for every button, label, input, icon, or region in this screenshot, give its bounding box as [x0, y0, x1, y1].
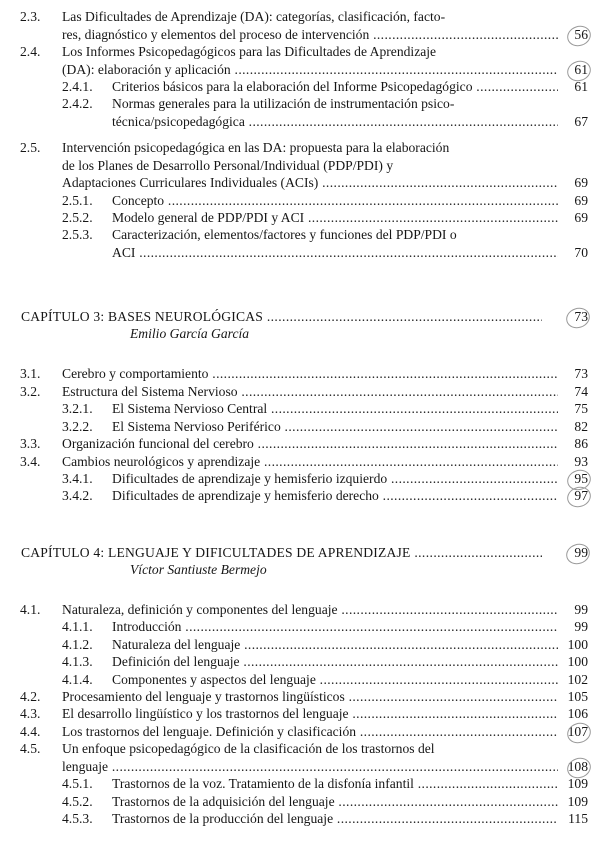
- entry-title: Dificultades de aprendizaje y hemisferio izquierdo .....: [112, 471, 558, 487]
- entry-number: 3.3.: [20, 436, 41, 451]
- entry-page-number: 86: [574, 436, 588, 451]
- entry-number: 3.4.1.: [62, 471, 93, 486]
- entry-title: Naturaleza, definición y componentes del lenguaje .....: [62, 602, 558, 618]
- entry-page-number: 105: [567, 689, 588, 704]
- entry-page-number: 69: [574, 175, 588, 190]
- entry-number: 4.2.: [20, 689, 41, 704]
- entry-title: res, diagnóstico y elementos del proceso de intervención .....: [62, 27, 558, 43]
- entry-title: Procesamiento del lenguaje y trastornos lingüísticos .....: [62, 689, 558, 705]
- entry-title: Normas generales para la utilización de instrumentación psico-: [112, 96, 455, 111]
- entry-title: Definición del lenguaje .....: [112, 654, 558, 670]
- entry-title: Los trastornos del lenguaje. Definición y clasificación .....: [62, 724, 558, 740]
- entry-title: Las Dificultades de Aprendizaje (DA): categorías, clasificación, facto-: [62, 9, 446, 24]
- entry-page-number: 75: [574, 401, 588, 416]
- entry-page-number: 95: [574, 471, 588, 486]
- entry-number: 2.4.: [20, 44, 41, 59]
- entry-title: de los Planes de Desarrollo Personal/Individual (PDP/PDI) y: [62, 157, 394, 173]
- entry-title: Componentes y aspectos del lenguaje .....: [112, 672, 558, 688]
- entry-number: 4.1.: [20, 602, 41, 617]
- entry-title: Dificultades de aprendizaje y hemisferio derecho .....: [112, 488, 558, 504]
- entry-page-number: 69: [574, 193, 588, 208]
- entry-page-number: 56: [574, 26, 588, 42]
- entry-page-number: 61: [574, 61, 588, 77]
- entry-page-number: 82: [574, 419, 588, 434]
- chapter-page-number: 73: [574, 309, 588, 324]
- entry-title: (DA): elaboración y aplicación .....: [62, 62, 558, 78]
- entry-title: El Sistema Nervioso Central .....: [112, 401, 558, 417]
- entry-number: 4.1.2.: [62, 637, 93, 652]
- entry-number: 4.1.1.: [62, 619, 93, 634]
- entry-page-number: 70: [574, 244, 588, 260]
- entry-number: 3.2.2.: [62, 419, 93, 434]
- entry-title: Adaptaciones Curriculares Individuales (ACIs) .....: [62, 175, 558, 191]
- entry-title: Un enfoque psicopedagógico de la clasificación de los trastornos del: [62, 741, 435, 756]
- entry-title: Estructura del Sistema Nervioso .....: [62, 384, 558, 400]
- entry-number: 4.5.: [20, 741, 41, 756]
- entry-page-number: 108: [567, 758, 588, 774]
- entry-title: Los Informes Psicopedagógicos para las Dificultades de Aprendizaje: [62, 44, 437, 59]
- entry-title: técnica/psicopedagógica .....: [112, 114, 558, 130]
- entry-number: 2.5.2.: [62, 210, 93, 225]
- entry-number: 4.1.3.: [62, 654, 93, 669]
- entry-number: 2.3.: [20, 9, 41, 24]
- entry-page-number: 100: [567, 637, 588, 652]
- entry-number: 4.3.: [20, 706, 41, 721]
- entry-number: 4.5.1.: [62, 776, 93, 791]
- entry-page-number: 93: [574, 454, 588, 469]
- entry-number: 3.4.: [20, 454, 41, 469]
- entry-page-number: 102: [567, 672, 588, 687]
- chapter-title: CAPÍTULO 4: LENGUAJE Y DIFICULTADES DE APRENDIZAJE .....: [21, 545, 542, 561]
- entry-page-number: 74: [574, 384, 588, 399]
- entry-title: El desarrollo lingüístico y los trastornos del lenguaje .....: [62, 706, 558, 722]
- entry-page-number: 109: [567, 776, 588, 791]
- entry-number: 4.5.2.: [62, 794, 93, 809]
- entry-page-number: 107: [567, 724, 588, 739]
- entry-title: Naturaleza del lenguaje .....: [112, 637, 558, 653]
- entry-page-number: 69: [574, 210, 588, 225]
- entry-title: Organización funcional del cerebro .....: [62, 436, 558, 452]
- entry-page-number: 115: [568, 811, 588, 826]
- entry-number: 2.5.3.: [62, 227, 93, 242]
- entry-page-number: 73: [574, 366, 588, 381]
- entry-number: 2.4.2.: [62, 96, 93, 111]
- entry-number: 4.1.4.: [62, 672, 93, 687]
- entry-title: ACI .....: [112, 245, 558, 261]
- chapter-title: CAPÍTULO 3: BASES NEUROLÓGICAS .....: [21, 309, 542, 325]
- entry-title: Cambios neurológicos y aprendizaje .....: [62, 454, 558, 470]
- entry-number: 3.2.1.: [62, 401, 93, 416]
- entry-number: 2.5.: [20, 140, 41, 155]
- entry-title: Criterios básicos para la elaboración del Informe Psicopedagógico .....: [112, 79, 558, 95]
- entry-page-number: 61: [574, 79, 588, 94]
- entry-page-number: 97: [574, 488, 588, 503]
- entry-title: El Sistema Nervioso Periférico .....: [112, 419, 558, 435]
- entry-number: 3.2.: [20, 384, 41, 399]
- entry-number: 2.4.1.: [62, 79, 93, 94]
- entry-number: 3.1.: [20, 366, 41, 381]
- entry-title: Trastornos de la producción del lenguaje .....: [112, 811, 558, 827]
- entry-page-number: 106: [567, 706, 588, 721]
- entry-number: 3.4.2.: [62, 488, 93, 503]
- entry-page-number: 99: [574, 619, 588, 634]
- entry-number: 2.5.1.: [62, 193, 93, 208]
- entry-number: 4.5.3.: [62, 811, 93, 826]
- entry-page-number: 100: [567, 654, 588, 669]
- entry-title: Cerebro y comportamiento .....: [62, 366, 558, 382]
- entry-page-number: 99: [574, 602, 588, 617]
- entry-page-number: 109: [567, 794, 588, 809]
- entry-title: Trastornos de la voz. Tratamiento de la disfonía infantil .....: [112, 776, 558, 792]
- entry-number: 4.4.: [20, 724, 41, 739]
- chapter-page-number: 99: [574, 545, 588, 560]
- entry-title: Introducción .....: [112, 619, 558, 635]
- entry-title: Modelo general de PDP/PDI y ACI .....: [112, 210, 558, 226]
- entry-page-number: 67: [574, 113, 588, 129]
- entry-title: Intervención psicopedagógica en las DA: propuesta para la elaboración: [62, 140, 450, 155]
- entry-title: Trastornos de la adquisición del lenguaje .....: [112, 794, 558, 810]
- chapter-author: Víctor Santiuste Bermejo: [130, 562, 267, 577]
- entry-title: Caracterización, elementos/factores y funciones del PDP/PDI o: [112, 227, 457, 242]
- entry-title: Concepto .....: [112, 193, 558, 209]
- chapter-author: Emilio García García: [130, 326, 250, 341]
- entry-title: lenguaje .....: [62, 759, 558, 775]
